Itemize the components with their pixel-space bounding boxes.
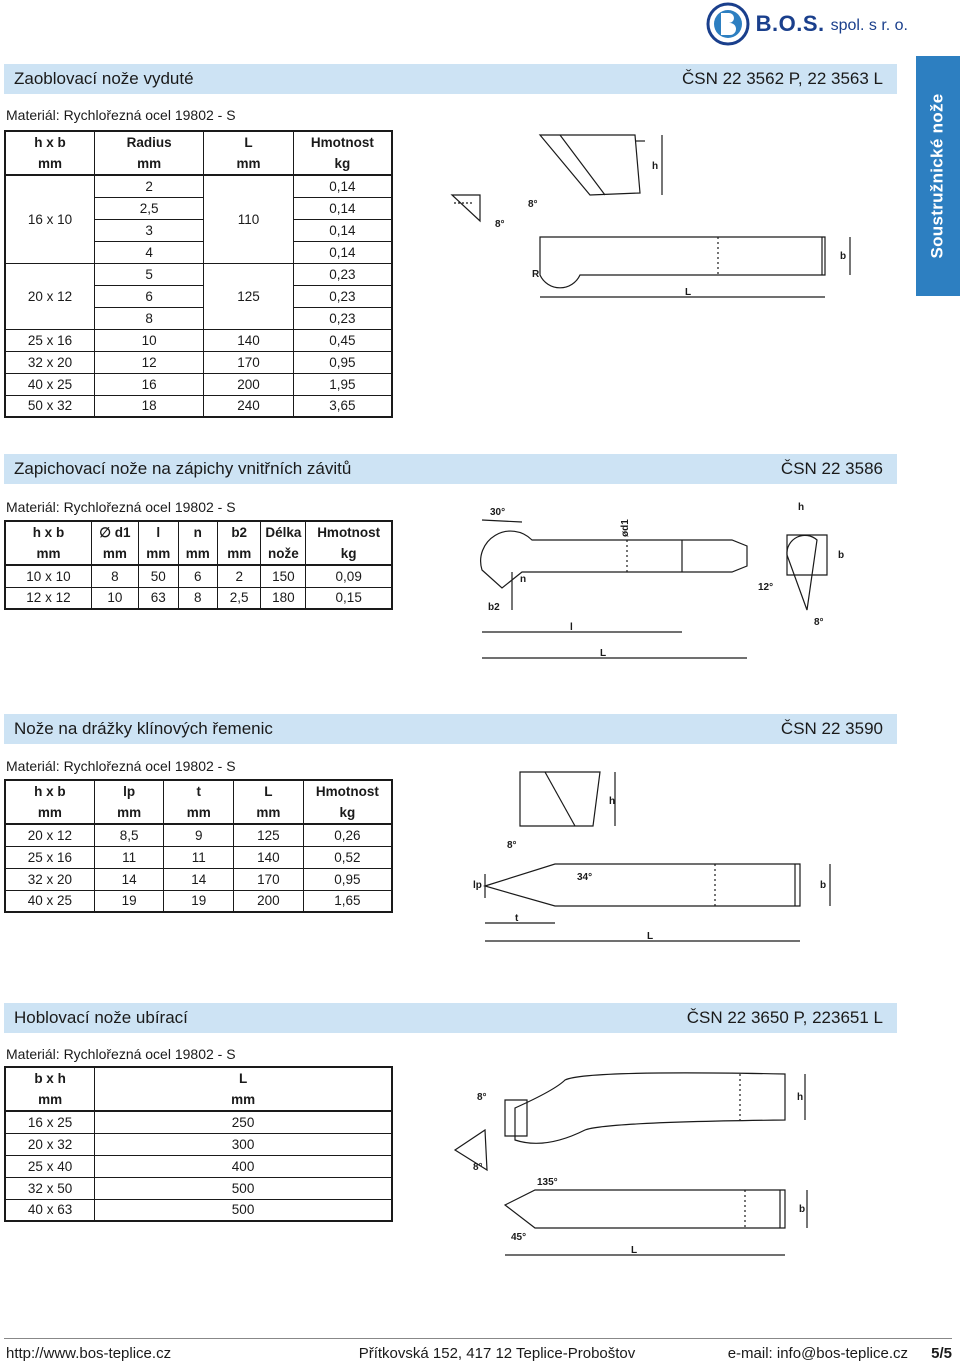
cell: 40 x 25 bbox=[5, 373, 94, 395]
tool-drawing-1 bbox=[440, 125, 870, 315]
cell: 0,14 bbox=[293, 241, 392, 263]
cell: 16 x 25 bbox=[5, 1111, 95, 1133]
dim-lp-label: lp bbox=[473, 880, 482, 891]
section-norm: ČSN 22 3562 P, 22 3563 L bbox=[681, 69, 883, 88]
cell: 9 bbox=[164, 824, 234, 846]
cell: 3,65 bbox=[293, 395, 392, 417]
table-row bbox=[5, 175, 392, 197]
table-row bbox=[5, 351, 392, 373]
cell: 10 bbox=[91, 587, 138, 609]
cell: 8,5 bbox=[94, 824, 164, 846]
footer-divider bbox=[4, 1338, 952, 1339]
cell: 200 bbox=[234, 890, 304, 912]
cell: 2,5 bbox=[218, 587, 261, 609]
section-title: Zapichovací nože na zápichy vnitřních závitů bbox=[14, 459, 352, 478]
cell: 19 bbox=[94, 890, 164, 912]
table-row bbox=[5, 373, 392, 395]
cell: 10 bbox=[94, 329, 203, 351]
col-header: Radius bbox=[94, 131, 203, 153]
table-row bbox=[5, 868, 392, 890]
table-row bbox=[5, 890, 392, 912]
col-unit: mm bbox=[95, 1089, 392, 1111]
brand-name: B.O.S. bbox=[755, 11, 825, 36]
cell: 0,14 bbox=[293, 219, 392, 241]
section-header-4 bbox=[4, 1003, 897, 1033]
cell: 0,09 bbox=[306, 565, 392, 587]
dim-b2-label: b2 bbox=[488, 602, 500, 613]
spec-table-4 bbox=[4, 1066, 393, 1222]
cell: 25 x 40 bbox=[5, 1155, 95, 1177]
col-unit: mm bbox=[164, 802, 234, 824]
col-header: L bbox=[95, 1067, 392, 1089]
cell: 20 x 32 bbox=[5, 1133, 95, 1155]
cell: 50 bbox=[138, 565, 178, 587]
cell: 20 x 12 bbox=[5, 824, 94, 846]
col-unit: kg bbox=[303, 802, 392, 824]
tool-drawing-2 bbox=[462, 500, 872, 670]
cell: 0,95 bbox=[293, 351, 392, 373]
cell: 240 bbox=[204, 395, 293, 417]
col-header: Délka bbox=[261, 521, 306, 543]
cell: 2 bbox=[218, 565, 261, 587]
col-unit: mm bbox=[94, 153, 203, 175]
cell: 6 bbox=[178, 565, 218, 587]
tool-drawing-4 bbox=[445, 1060, 845, 1270]
table-row bbox=[5, 1199, 392, 1221]
cell: 10 x 10 bbox=[5, 565, 91, 587]
col-unit: mm bbox=[5, 543, 91, 565]
angle-label-1: 8° bbox=[495, 219, 505, 230]
cell: 25 x 16 bbox=[5, 846, 94, 868]
table-row bbox=[5, 846, 392, 868]
cell: 170 bbox=[204, 351, 293, 373]
cell: 125 bbox=[204, 263, 293, 329]
cell: 2 bbox=[94, 175, 203, 197]
cell: 0,23 bbox=[293, 263, 392, 285]
cell: 170 bbox=[234, 868, 304, 890]
material-note: Materiál: Rychlořezná ocel 19802 - S bbox=[6, 1046, 236, 1062]
cell: 25 x 16 bbox=[5, 329, 94, 351]
cell: 20 x 12 bbox=[5, 263, 94, 329]
material-note: Materiál: Rychlořezná ocel 19802 - S bbox=[6, 107, 236, 123]
angle-label-2: 8° bbox=[528, 199, 538, 210]
dim-l-label: l bbox=[570, 622, 573, 633]
table-row bbox=[5, 1133, 392, 1155]
col-header: n bbox=[178, 521, 218, 543]
cell: 500 bbox=[95, 1177, 392, 1199]
cell: 32 x 20 bbox=[5, 868, 94, 890]
footer-address: Přítkovská 152, 417 12 Teplice-Proboštov bbox=[358, 1344, 636, 1362]
company-logo bbox=[706, 2, 908, 46]
angle-label-2: 12° bbox=[758, 582, 774, 593]
cell: 500 bbox=[95, 1199, 392, 1221]
radius-label: R bbox=[532, 269, 540, 280]
spec-table-2 bbox=[4, 520, 393, 610]
footer-email-link[interactable]: e-mail: info@bos-teplice.cz bbox=[727, 1344, 908, 1362]
col-header: ∅ d1 bbox=[91, 521, 138, 543]
col-header: Hmotnost bbox=[306, 521, 392, 543]
col-header: L bbox=[204, 131, 293, 153]
dim-d1-label: ød1 bbox=[620, 519, 631, 537]
cell: 150 bbox=[261, 565, 306, 587]
cell: 40 x 63 bbox=[5, 1199, 95, 1221]
col-header: t bbox=[164, 780, 234, 802]
cell: 6 bbox=[94, 285, 203, 307]
cell: 180 bbox=[261, 587, 306, 609]
cell: 8 bbox=[94, 307, 203, 329]
cell: 16 bbox=[94, 373, 203, 395]
cell: 4 bbox=[94, 241, 203, 263]
cell: 50 x 32 bbox=[5, 395, 94, 417]
dim-t-label: t bbox=[515, 913, 519, 924]
angle-label-2: 34° bbox=[577, 872, 593, 883]
cell: 16 x 10 bbox=[5, 175, 94, 263]
angle-label-2: 8° bbox=[473, 1162, 483, 1173]
cell: 0,23 bbox=[293, 285, 392, 307]
col-unit: mm bbox=[218, 543, 261, 565]
cell: 0,23 bbox=[293, 307, 392, 329]
cell: 2,5 bbox=[94, 197, 203, 219]
cell: 32 x 20 bbox=[5, 351, 94, 373]
bos-logo-icon bbox=[706, 2, 750, 46]
col-header: L bbox=[234, 780, 304, 802]
material-note: Materiál: Rychlořezná ocel 19802 - S bbox=[6, 758, 236, 774]
cell: 11 bbox=[94, 846, 164, 868]
table-row bbox=[5, 329, 392, 351]
section-norm: ČSN 22 3586 bbox=[780, 459, 883, 478]
cell: 0,45 bbox=[293, 329, 392, 351]
angle-label-1: 8° bbox=[507, 840, 517, 851]
section-title: Hoblovací nože ubírací bbox=[14, 1008, 188, 1027]
cell: 140 bbox=[234, 846, 304, 868]
cell: 3 bbox=[94, 219, 203, 241]
cell: 400 bbox=[95, 1155, 392, 1177]
cell: 14 bbox=[94, 868, 164, 890]
spec-table-1 bbox=[4, 130, 393, 418]
col-unit: mm bbox=[94, 802, 164, 824]
section-header-2 bbox=[4, 454, 897, 484]
cell: 140 bbox=[204, 329, 293, 351]
section-header-3 bbox=[4, 714, 897, 744]
cell: 63 bbox=[138, 587, 178, 609]
table-row bbox=[5, 395, 392, 417]
cell: 250 bbox=[95, 1111, 392, 1133]
angle-label-4: 45° bbox=[511, 1232, 527, 1243]
col-unit: mm bbox=[5, 1089, 95, 1111]
col-unit: mm bbox=[204, 153, 293, 175]
col-unit: mm bbox=[234, 802, 304, 824]
table-row bbox=[5, 1177, 392, 1199]
cell: 8 bbox=[178, 587, 218, 609]
cell: 0,95 bbox=[303, 868, 392, 890]
dim-b-label: b bbox=[820, 880, 827, 891]
col-unit: kg bbox=[293, 153, 392, 175]
material-note: Materiál: Rychlořezná ocel 19802 - S bbox=[6, 499, 236, 515]
cell: 8 bbox=[91, 565, 138, 587]
cell: 125 bbox=[234, 824, 304, 846]
col-header: l bbox=[138, 521, 178, 543]
cell: 19 bbox=[164, 890, 234, 912]
cell: 0,26 bbox=[303, 824, 392, 846]
col-header: lp bbox=[94, 780, 164, 802]
cell: 0,14 bbox=[293, 197, 392, 219]
cell: 0,14 bbox=[293, 175, 392, 197]
section-header-1 bbox=[4, 64, 897, 94]
cell: 5 bbox=[94, 263, 203, 285]
table-row bbox=[5, 1155, 392, 1177]
col-header: b2 bbox=[218, 521, 261, 543]
dim-b-label: b bbox=[838, 550, 845, 561]
section-norm: ČSN 22 3650 P, 223651 L bbox=[686, 1008, 883, 1027]
cell: 12 x 12 bbox=[5, 587, 91, 609]
cell: 1,95 bbox=[293, 373, 392, 395]
col-header: Hmotnost bbox=[293, 131, 392, 153]
col-header: h x b bbox=[5, 131, 94, 153]
angle-label-1: 8° bbox=[477, 1092, 487, 1103]
cell: 300 bbox=[95, 1133, 392, 1155]
cell: 11 bbox=[164, 846, 234, 868]
table-row bbox=[5, 824, 392, 846]
angle-label-3: 135° bbox=[537, 1177, 558, 1188]
category-side-tab-label: Soustružnické nože bbox=[928, 93, 948, 259]
cell: 32 x 50 bbox=[5, 1177, 95, 1199]
dim-b-label: b bbox=[840, 251, 847, 262]
col-header: b x h bbox=[5, 1067, 95, 1089]
cell: 0,15 bbox=[306, 587, 392, 609]
dim-n-label: n bbox=[520, 574, 527, 585]
table-row bbox=[5, 263, 392, 285]
table-row bbox=[5, 1111, 392, 1133]
dim-h-label: h bbox=[798, 502, 805, 513]
dim-L-label: L bbox=[685, 287, 692, 298]
dim-h-label: h bbox=[797, 1092, 804, 1103]
table-row bbox=[5, 587, 392, 609]
col-unit: mm bbox=[5, 802, 94, 824]
col-header: h x b bbox=[5, 780, 94, 802]
cell: 12 bbox=[94, 351, 203, 373]
angle-label-1: 30° bbox=[490, 507, 506, 518]
dim-b-label: b bbox=[799, 1204, 806, 1215]
dim-L-label: L bbox=[647, 931, 654, 942]
spec-table-3 bbox=[4, 779, 393, 913]
cell: 0,52 bbox=[303, 846, 392, 868]
brand-suffix: spol. s r. o. bbox=[830, 17, 908, 34]
page-number: 5/5 bbox=[931, 1344, 952, 1362]
col-header: Hmotnost bbox=[303, 780, 392, 802]
cell: 110 bbox=[204, 175, 293, 263]
category-side-tab bbox=[916, 56, 960, 296]
page-footer bbox=[6, 1340, 952, 1366]
section-norm: ČSN 22 3590 bbox=[780, 719, 883, 738]
dim-L-label: L bbox=[600, 648, 607, 659]
dim-h-label: h bbox=[609, 796, 616, 807]
dim-h-label: h bbox=[652, 161, 659, 172]
col-unit: mm bbox=[5, 153, 94, 175]
cell: 14 bbox=[164, 868, 234, 890]
section-title: Nože na drážky klínových řemenic bbox=[14, 719, 273, 738]
cell: 1,65 bbox=[303, 890, 392, 912]
col-unit: nože bbox=[261, 543, 306, 565]
col-unit: mm bbox=[91, 543, 138, 565]
cell: 200 bbox=[204, 373, 293, 395]
col-unit: mm bbox=[178, 543, 218, 565]
cell: 18 bbox=[94, 395, 203, 417]
cell: 40 x 25 bbox=[5, 890, 94, 912]
dim-L-label: L bbox=[631, 1245, 638, 1256]
col-header: h x b bbox=[5, 521, 91, 543]
footer-website-link[interactable]: http://www.bos-teplice.cz bbox=[6, 1344, 172, 1362]
tool-drawing-3 bbox=[465, 768, 845, 948]
section-title: Zaoblovací nože vyduté bbox=[14, 69, 194, 88]
table-row bbox=[5, 565, 392, 587]
col-unit: kg bbox=[306, 543, 392, 565]
col-unit: mm bbox=[138, 543, 178, 565]
angle-label-3: 8° bbox=[814, 617, 824, 628]
